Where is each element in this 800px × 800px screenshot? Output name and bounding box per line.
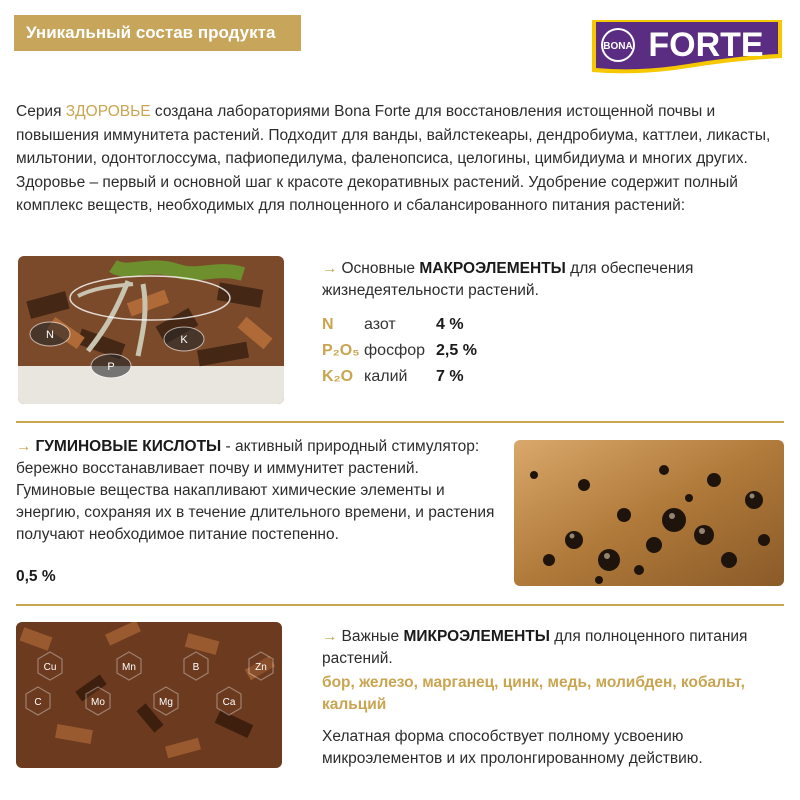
- micro-label: B: [192, 662, 200, 673]
- bona-forte-logo: [588, 14, 786, 74]
- micro-label: Mg: [159, 697, 173, 708]
- micro-elements-list: бор, железо, марганец, цинк, медь, молибден, кобальт, кальций: [322, 674, 745, 713]
- orchid-roots-photo: [18, 256, 284, 404]
- element-value: 7 %: [436, 368, 464, 385]
- element-name: фосфор: [364, 342, 426, 359]
- humic-value: 0,5 %: [16, 568, 56, 585]
- series-name: ЗДОРОВЬЕ: [65, 103, 151, 120]
- arrow-icon: →: [322, 628, 338, 645]
- micro-label: Cu: [43, 662, 57, 673]
- macro-elements-table: [322, 316, 496, 394]
- micro-label: C: [34, 697, 42, 708]
- nutrient-label-k: K: [180, 334, 188, 346]
- element-symbol: N: [322, 316, 334, 333]
- micro-description: [322, 626, 762, 670]
- macro-text-end: для обеспечения жизнедеятельности растений.: [322, 260, 694, 299]
- humic-acid-droplets-photo: [514, 440, 784, 586]
- arrow-icon: →: [322, 260, 338, 277]
- micro-label: Zn: [255, 662, 267, 673]
- logo-big-text: FORTE: [648, 26, 764, 64]
- macro-description: [322, 258, 762, 302]
- nutrient-label-n: N: [46, 329, 54, 341]
- micro-label: Mo: [91, 697, 105, 708]
- element-symbol: K₂O: [322, 368, 354, 385]
- section-divider: [16, 421, 784, 423]
- humic-heading: ГУМИНОВЫЕ КИСЛОТЫ: [35, 438, 222, 455]
- macro-text-start: Основные: [341, 260, 420, 277]
- nutrient-label-p: P: [107, 361, 115, 373]
- humic-description: [16, 436, 496, 546]
- micro-text-end: для полноценного питания растений.: [322, 628, 748, 667]
- arrow-icon: →: [16, 438, 32, 455]
- element-name: азот: [364, 316, 396, 333]
- element-name: калий: [364, 368, 408, 385]
- element-symbol: P₂O₅: [322, 342, 360, 359]
- micro-heading: МИКРОЭЛЕМЕНТЫ: [403, 628, 550, 645]
- micro-label: Mn: [122, 662, 136, 673]
- macro-row: [322, 368, 496, 394]
- element-value: 2,5 %: [436, 342, 477, 359]
- micro-label: Ca: [222, 697, 236, 708]
- element-value: 4 %: [436, 316, 464, 333]
- micronutrients-bark-photo: [16, 622, 282, 768]
- micro-note: Хелатная форма способствует полному усвоению микроэлементов и их пролонгированному действию.: [322, 728, 703, 767]
- macro-row: [322, 342, 496, 368]
- section-divider: [16, 604, 784, 606]
- macro-heading: МАКРОЭЛЕМЕНТЫ: [419, 260, 566, 277]
- intro-text-rest: создана лабораториями Bona Forte для восстановления истощенной почвы и повышения иммунитета растений. Подходит для ванды, вайлстекеары, дендробиума, каттлеи, ликасты, мильтонии, одонтоглоссума, пафиопедилума, фаленопсиса, целогины, цимбидиума и многих других. Здоровье – первый и основной шаг к красоте декоративных растений. Удобрение содержит полный комплекс веществ, необходимых для полноценного и сбалансированного питания растений:: [16, 103, 771, 214]
- section-title-badge: Уникальный состав продукта: [14, 15, 301, 51]
- logo-small-text: BONA: [603, 41, 633, 52]
- intro-paragraph: [16, 100, 786, 218]
- macro-row: [322, 316, 496, 342]
- intro-text-start: Серия: [16, 103, 66, 120]
- humic-text: - активный природный стимулятор: бережно восстанавливает почву и иммунитет растений. Гуминовые вещества накапливают химические элементы и энергию, сохраняя их в течение длительного времени, и растения получают необходимое питание постепенно.: [16, 438, 495, 543]
- micro-text-start: Важные: [341, 628, 404, 645]
